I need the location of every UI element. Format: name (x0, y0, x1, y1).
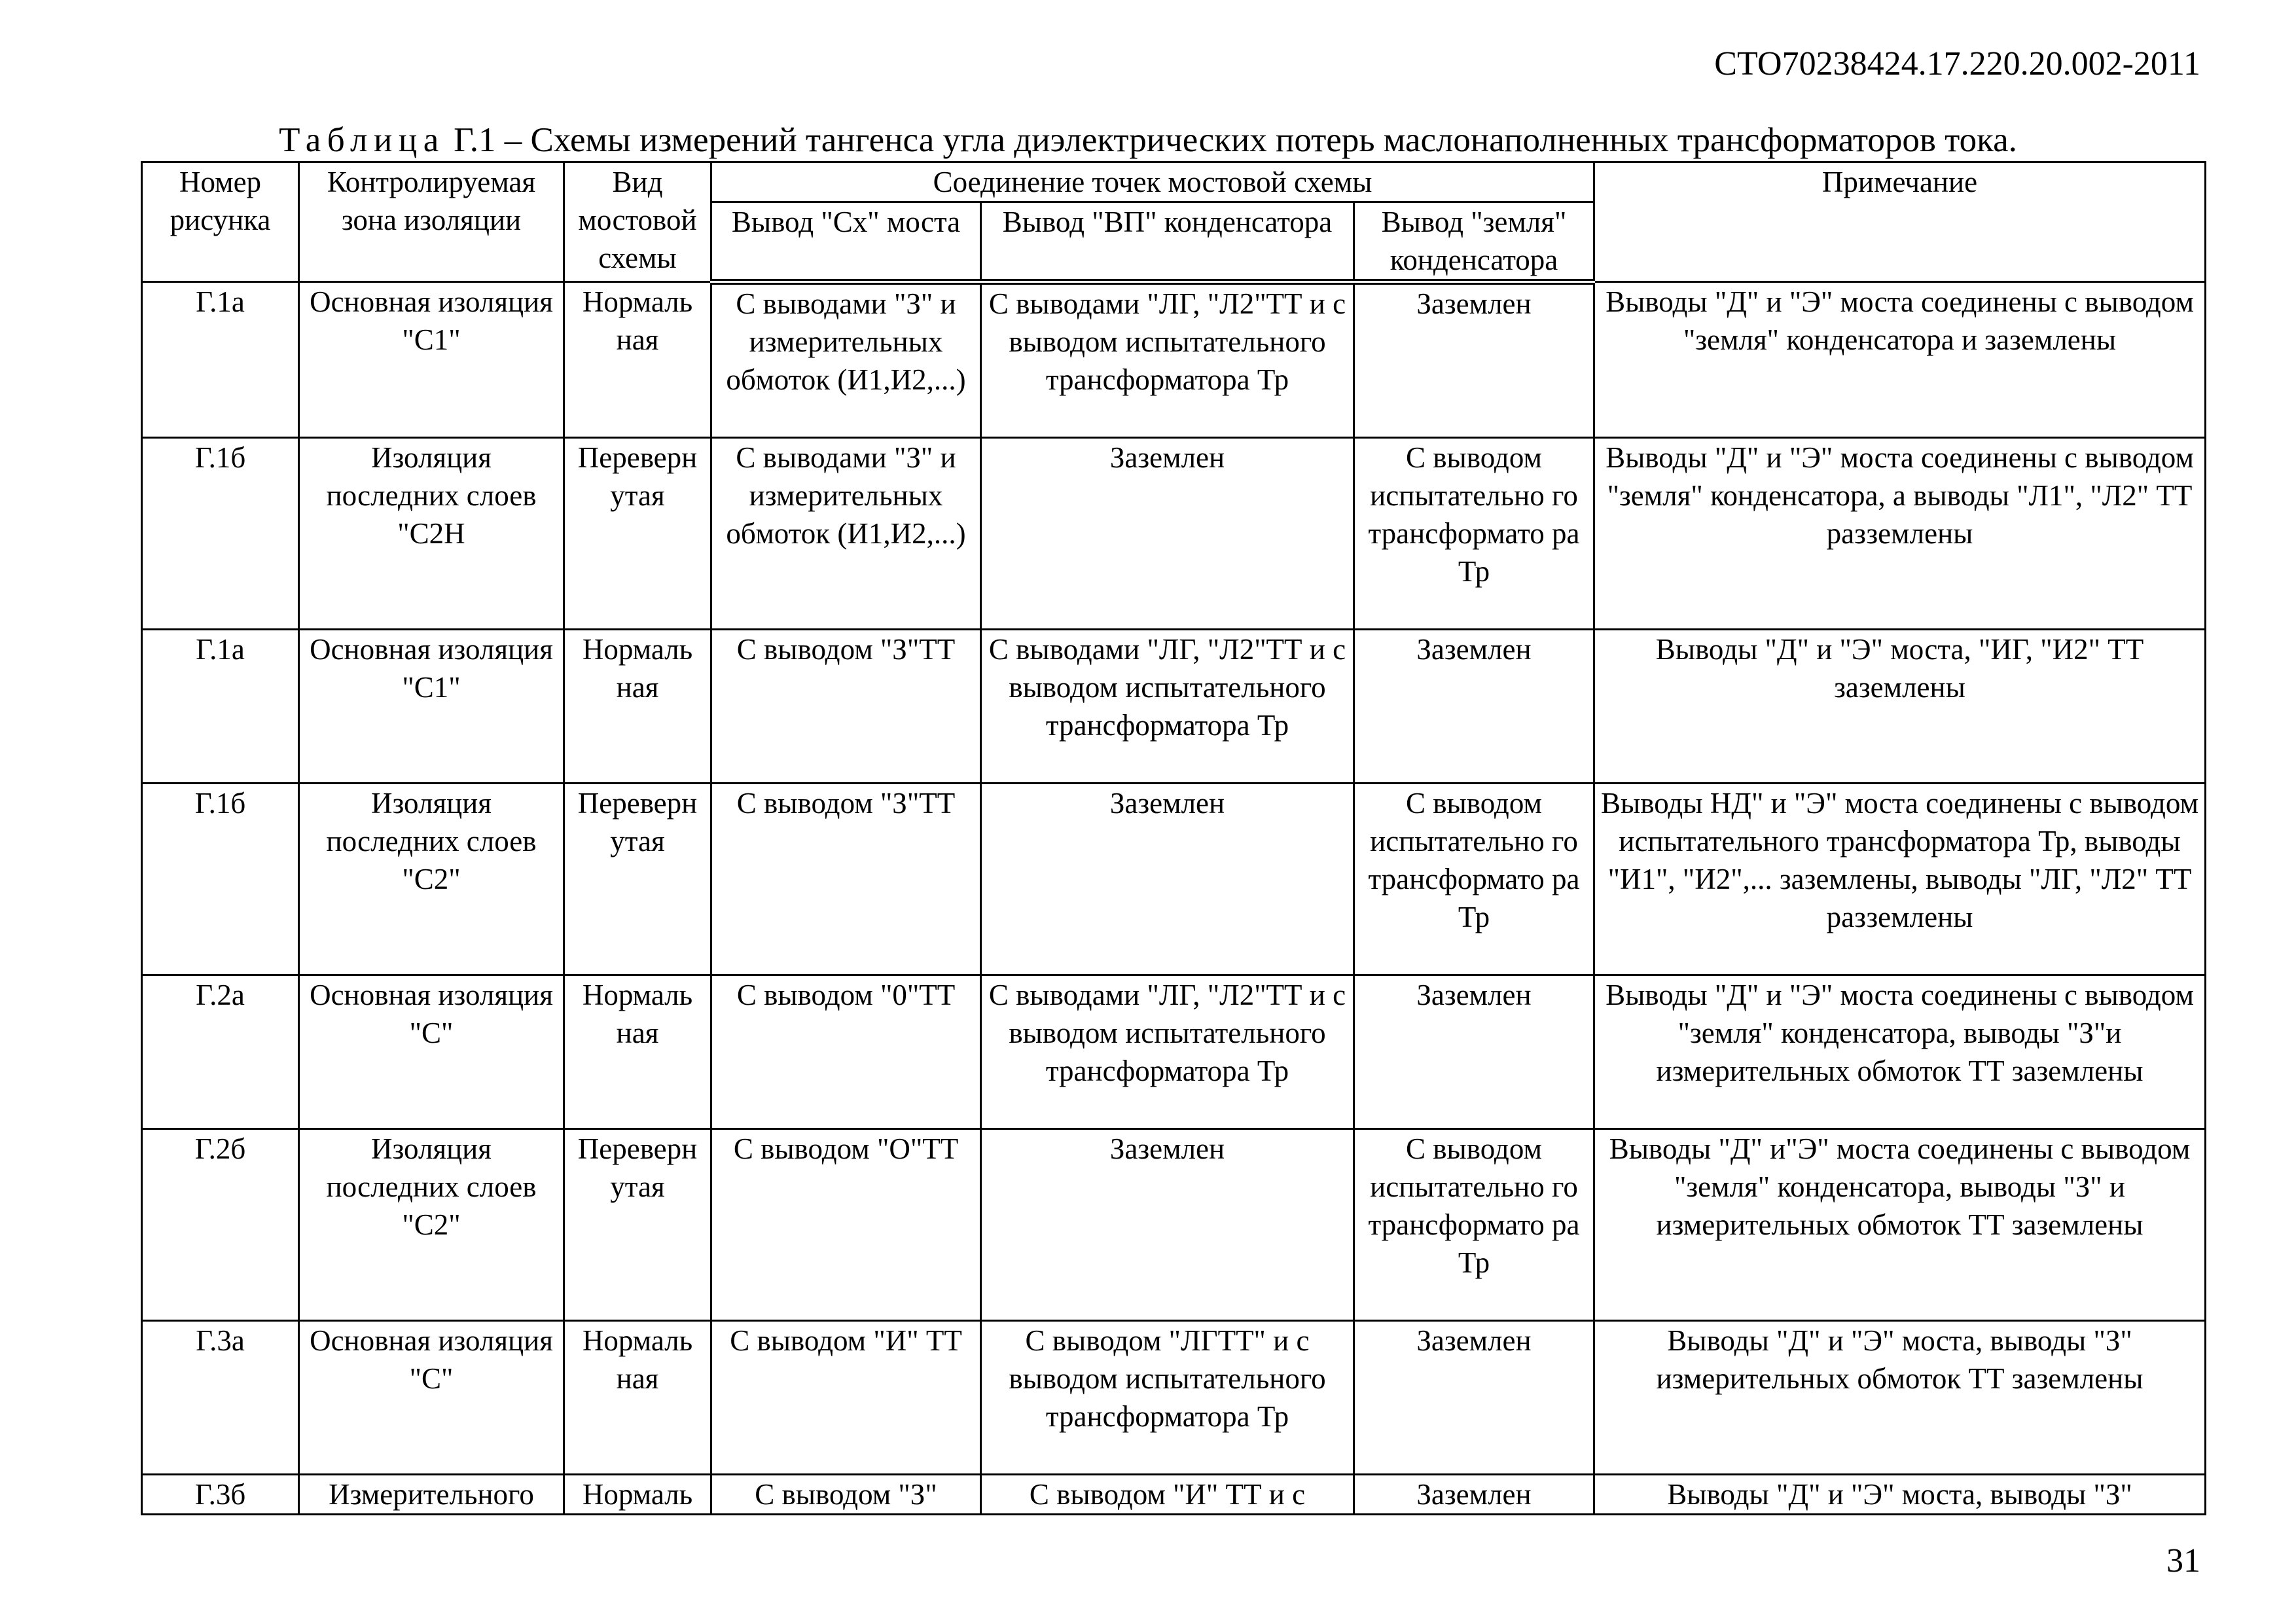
cell-zone: Изоляция последних слоев "С2" (299, 1129, 564, 1321)
table-row (142, 630, 2206, 784)
table-header (142, 162, 2206, 282)
cell-number: Г.2а (142, 975, 299, 1129)
cell-vp: Заземлен (981, 1129, 1354, 1321)
cell-ground: Заземлен (1354, 975, 1594, 1129)
cell-note: Выводы "Д" и"Э" моста соединены с выводом "земля" конденсатора, выводы "З" и измерительных обмоток ТТ заземлены (1594, 1129, 2206, 1321)
table-row (142, 1129, 2206, 1321)
cell-zone: Основная изоляция "С1" (299, 630, 564, 784)
header-type: Вид мостовой схемы (564, 162, 711, 282)
header-vp: Вывод "ВП" конденсатора (981, 202, 1354, 282)
table-row (142, 282, 2206, 438)
cell-type: Нормаль ная (564, 975, 711, 1129)
header-number: Номер рисунка (142, 162, 299, 282)
cell-vp: С выводом "И" ТТ и с (981, 1475, 1354, 1515)
cell-number: Г.1б (142, 438, 299, 630)
cell-ground: Заземлен (1354, 630, 1594, 784)
document-code: СТО70238424.17.220.20.002-2011 (1714, 45, 2200, 82)
cell-vp: С выводами "ЛГ, "Л2"ТТ и с выводом испытательного трансформатора Тр (981, 282, 1354, 438)
cell-number: Г.1б (142, 784, 299, 975)
cell-ground: Заземлен (1354, 282, 1594, 438)
cell-cx: С выводом "З" (711, 1475, 981, 1515)
table-row (142, 975, 2206, 1129)
cell-vp: Заземлен (981, 438, 1354, 630)
cell-number: Г.1а (142, 282, 299, 438)
caption-lead: Таблица (279, 121, 445, 159)
cell-vp: С выводом "ЛГТТ" и с выводом испытательного трансформатора Тр (981, 1321, 1354, 1475)
caption-text: Г.1 – Схемы измерений тангенса угла диэлектрических потерь маслонаполненных трансформаторов тока. (444, 121, 2017, 159)
cell-cx: С выводом "О"ТТ (711, 1129, 981, 1321)
cell-type: Нормаль (564, 1475, 711, 1515)
table-row (142, 784, 2206, 975)
cell-zone: Основная изоляция "С" (299, 1321, 564, 1475)
cell-ground: Заземлен (1354, 1321, 1594, 1475)
cell-number: Г.2б (142, 1129, 299, 1321)
cell-zone: Изоляция последних слоев "С2Н (299, 438, 564, 630)
page-number: 31 (2166, 1542, 2200, 1579)
cell-cx: С выводом "И" ТТ (711, 1321, 981, 1475)
cell-number: Г.1а (142, 630, 299, 784)
cell-note: Выводы "Д" и "Э" моста, выводы "З" (1594, 1475, 2206, 1515)
cell-type: Нормаль ная (564, 282, 711, 438)
header-note: Примечание (1594, 162, 2206, 282)
cell-type: Нормаль ная (564, 630, 711, 784)
cell-note: Выводы НД" и "Э" моста соединены с выводом испытательного трансформатора Тр, выводы "И1", "И2",... заземлены, выводы "ЛГ, "Л2" ТТ разземлены (1594, 784, 2206, 975)
cell-vp: С выводами "ЛГ, "Л2"ТТ и с выводом испытательного трансформатора Тр (981, 975, 1354, 1129)
cell-ground: С выводом испытательно го трансформато ра Тр (1354, 438, 1594, 630)
cell-zone: Основная изоляция "С1" (299, 282, 564, 438)
cell-vp: С выводами "ЛГ, "Л2"ТТ и с выводом испытательного трансформатора Тр (981, 630, 1354, 784)
cell-type: Переверн утая (564, 784, 711, 975)
cell-number: Г.3а (142, 1321, 299, 1475)
cell-note: Выводы "Д" и "Э" моста соединены с выводом "земля" конденсатора и заземлены (1594, 282, 2206, 438)
cell-ground: С выводом испытательно го трансформато ра Тр (1354, 1129, 1594, 1321)
cell-note: Выводы "Д" и "Э" моста, "ИГ, "И2" ТТ заземлены (1594, 630, 2206, 784)
table-row (142, 1475, 2206, 1515)
cell-type: Переверн утая (564, 438, 711, 630)
cell-note: Выводы "Д" и "Э" моста, выводы "З" измерительных обмоток ТТ заземлены (1594, 1321, 2206, 1475)
cell-type: Нормаль ная (564, 1321, 711, 1475)
cell-vp: Заземлен (981, 784, 1354, 975)
cell-cx: С выводами "З" и измерительных обмоток (И1,И2,...) (711, 282, 981, 438)
cell-ground: С выводом испытательно го трансформато ра Тр (1354, 784, 1594, 975)
header-cx: Вывод "Сх" моста (711, 202, 981, 282)
cell-zone: Изоляция последних слоев "С2" (299, 784, 564, 975)
cell-type: Переверн утая (564, 1129, 711, 1321)
header-ground: Вывод "земля" конденсатора (1354, 202, 1594, 282)
cell-note: Выводы "Д" и "Э" моста соединены с выводом "земля" конденсатора, а выводы "Л1", "Л2" ТТ разземлены (1594, 438, 2206, 630)
cell-zone: Измерительного (299, 1475, 564, 1515)
cell-ground: Заземлен (1354, 1475, 1594, 1515)
table-row (142, 1321, 2206, 1475)
table-body (142, 282, 2206, 1515)
cell-zone: Основная изоляция "С" (299, 975, 564, 1129)
header-zone: Контролируемая зона изоляции (299, 162, 564, 282)
table-row (142, 438, 2206, 630)
cell-cx: С выводом "З"ТТ (711, 630, 981, 784)
header-connection: Соединение точек мостовой схемы (711, 162, 1594, 202)
table-caption (0, 119, 2296, 161)
cell-note: Выводы "Д" и "Э" моста соединены с выводом "земля" конденсатора, выводы "З"и измерительных обмоток ТТ заземлены (1594, 975, 2206, 1129)
cell-cx: С выводом "З"ТТ (711, 784, 981, 975)
cell-cx: С выводом "0"ТТ (711, 975, 981, 1129)
measurement-schemes-table (141, 161, 2206, 1515)
cell-cx: С выводами "З" и измерительных обмоток (И1,И2,...) (711, 438, 981, 630)
cell-number: Г.3б (142, 1475, 299, 1515)
